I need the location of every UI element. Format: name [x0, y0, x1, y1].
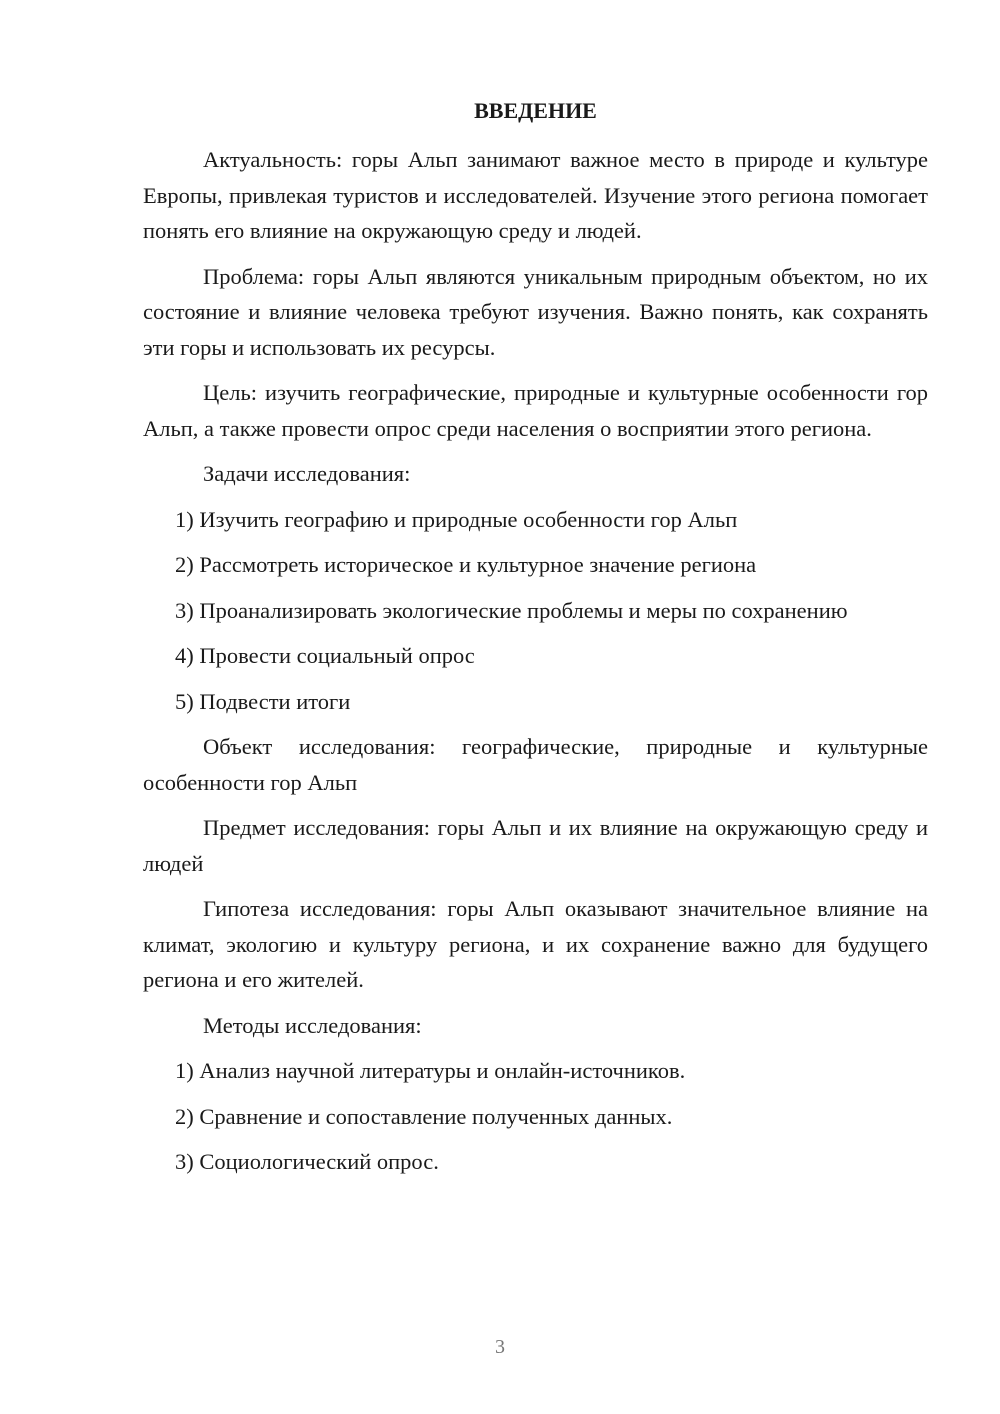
tasks-list — [143, 502, 928, 720]
tasks-heading: Задачи исследования: — [203, 461, 411, 486]
problem-paragraph: Проблема: горы Альп являются уникальным природным объектом, но их состояние и влияние человека требуют изучения. Важно понять, как сохранять эти горы и использовать их ресурсы. — [143, 263, 928, 360]
object-paragraph: Объект исследования: географические, природные и культурные особенности гор Альп — [143, 734, 928, 795]
methods-heading: Методы исследования: — [203, 1012, 422, 1038]
list-item: 2) Рассмотреть историческое и культурное значение региона — [175, 552, 757, 577]
methods-list — [143, 1053, 928, 1180]
goal-paragraph: Цель: изучить географические, природные и культурные особенности гор Альп, а также провести опрос среди населения о восприятии этого региона. — [143, 380, 928, 441]
hypothesis-paragraph: Гипотеза исследования: горы Альп оказывают значительное влияние на климат, экологию и культуру региона, и их сохранение важно для будущего региона и его жителей. — [143, 896, 928, 992]
page-number: 3 — [495, 1336, 505, 1358]
page-content — [143, 94, 928, 1190]
list-item: 2) Сравнение и сопоставление полученных данных. — [175, 1103, 673, 1129]
relevance-paragraph: Актуальность: горы Альп занимают важное место в природе и культуре Европы, привлекая туристов и исследователей. Изучение этого региона помогает понять его влияние на окружающую среду и людей. — [143, 147, 928, 243]
subject-paragraph: Предмет исследования: горы Альп и их влияние на окружающую среду и людей — [143, 815, 928, 876]
list-item: 1) Анализ научной литературы и онлайн-источников. — [175, 1058, 686, 1083]
section-title: ВВЕДЕНИЕ — [474, 98, 597, 123]
list-item: 3) Социологический опрос. — [175, 1149, 439, 1174]
list-item: 3) Проанализировать экологические проблемы и меры по сохранению — [175, 597, 848, 623]
list-item: 5) Подвести итоги — [175, 688, 351, 714]
list-item: 4) Провести социальный опрос — [175, 643, 475, 668]
list-item: 1) Изучить географию и природные особенности гор Альп — [175, 506, 738, 532]
